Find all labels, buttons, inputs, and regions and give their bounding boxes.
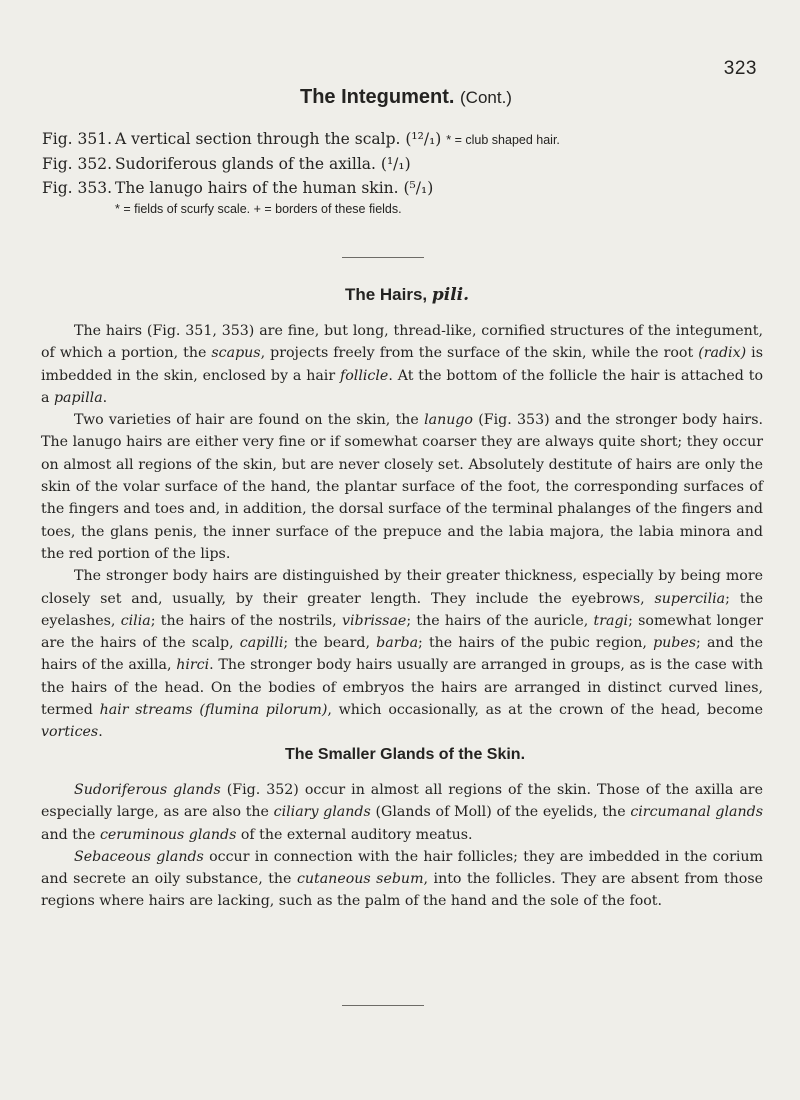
text-run: is imbedded in the skin, enclosed by a hair (41, 345, 763, 384)
caption-fig-352 (42, 152, 762, 176)
text-run: . At the bottom of the follicle the hair is attached to a (41, 367, 763, 406)
term-barba: barba (376, 635, 419, 652)
section-heading-glands: The Smaller Glands of the Skin. (284, 746, 526, 763)
text-run: , which occasionally, as at the crown of the head, become (327, 702, 763, 719)
text-run: ; somewhat longer are the hairs of the scalp, (41, 612, 764, 652)
text-run: ; the beard, (283, 635, 377, 652)
term-circumanal-glands: circumanal glands (630, 804, 763, 821)
term-cilia: cilia (120, 612, 151, 629)
page-number: 323 (723, 58, 757, 79)
caption-note: * = club shaped hair. (446, 133, 560, 147)
caption-fig-353 (42, 176, 762, 200)
text-run: ; the hairs of the pubic region, (418, 635, 654, 652)
term-hirci: hirci (176, 657, 210, 674)
term-pubes: pubes (653, 635, 697, 652)
caption-fig-label: Fig. 351. (42, 130, 112, 148)
page-title-cont: (Cont.) (460, 88, 512, 107)
term-ciliary-glands: ciliary glands (273, 804, 371, 821)
text-run: . (102, 389, 108, 406)
text-run: . (98, 724, 103, 741)
text-run: , into the follicles. They are absent from those regions where hairs are lacking, such as the palm of the hand and the sole of the foot. (41, 871, 764, 910)
text-run: of the external auditory meatus. (236, 826, 473, 843)
paragraph (41, 320, 763, 409)
section-heading-hairs (0, 285, 800, 305)
text-run: , projects freely from the surface of the skin, while the root (260, 345, 699, 362)
term-radix: (radix) (698, 345, 747, 362)
text-run: (Glands of Moll) of the eyelids, the (370, 804, 631, 821)
text-run: The stronger body hairs are distinguished by their greater thickness, especially by being more closely set and, usually, by their greater length. They include the eyebrows, (41, 568, 763, 607)
term-cutaneous-sebum: cutaneous sebum (296, 871, 424, 888)
hairs-section-text (41, 320, 763, 744)
caption-fig-label: Fig. 352. (42, 155, 112, 173)
term-sebaceous-glands: Sebaceous glands (74, 848, 204, 865)
paragraph (41, 409, 763, 565)
page-title (0, 86, 800, 109)
term-scapus: scapus (211, 345, 261, 362)
paragraph (41, 846, 763, 913)
term-sudoriferous-glands: Sudoriferous glands (74, 782, 221, 798)
section-divider (342, 257, 424, 258)
caption-fig-351 (42, 127, 762, 152)
paragraph (41, 779, 763, 846)
text-run: ; the hairs of the nostrils, (150, 612, 342, 629)
term-follicle: follicle (340, 367, 389, 384)
page-title-text: The Integument. (300, 86, 455, 108)
caption-fig-label: Fig. 353. (42, 179, 112, 197)
term-capilli: capilli (239, 635, 284, 652)
term-hair-streams: hair streams (flumina pilorum) (99, 702, 328, 719)
text-run: Two varieties of hair are found on the skin, the (74, 412, 425, 429)
text-run: (Fig. 353) and the stronger body hairs. The lanugo hairs are either very fine or if somewhat coarser they are always quite short; they occur on almost all regions of the skin, but are never closely set. Absolutely destitute of hairs are only the skin of the volar surface of the hand, the plantar surface of the foot, the corresponding surfaces of the fingers and toes and, in addition, the dorsal surface of the terminal phalanges of the fingers and toes, the glans penis, the inner surface of the prepuce and the labia majora, the labia minora and the red portion of the lips. (41, 412, 763, 562)
text-run: ; and the hairs of the axilla, (41, 635, 764, 674)
end-divider (342, 1005, 424, 1006)
text-run: The hairs (Fig. 351, 353) are fine, but long, thread-like, cornified structures of the integument, of which a portion, the (41, 323, 763, 362)
term-ceruminous-glands: ceruminous glands (99, 826, 237, 843)
paragraph (41, 565, 763, 743)
term-vortices: vortices (41, 724, 99, 741)
text-run: (Fig. 352) occur in almost all regions of the skin. Those of the axilla are especially large, as are also the (41, 782, 763, 821)
caption-text: A vertical section through the scalp. (¹²/₁) (115, 130, 442, 148)
text-run: occur in connection with the hair follicles; they are imbedded in the corium and secrete an oily substance, the (41, 848, 763, 888)
term-tragi: tragi (593, 612, 629, 629)
term-papilla: papilla (53, 389, 103, 406)
text-run: ; the eyelashes, (41, 590, 763, 629)
glands-section-text (41, 779, 763, 913)
term-supercilia: supercilia (654, 590, 726, 607)
caption-text: Sudoriferous glands of the axilla. (¹/₁) (115, 155, 411, 173)
term-lanugo: lanugo (424, 412, 473, 429)
caption-text: The lanugo hairs of the human skin. (⁵/₁) (115, 179, 434, 197)
caption-fig-353-note: * = fields of scurfy scale. + = borders of these fields. (115, 202, 402, 216)
figure-captions (42, 127, 762, 218)
section-heading-latin: pili. (431, 285, 470, 305)
text-run: . The stronger body hairs usually are arranged in groups, as is the case with the hairs of the head. On the bodies of embryos the hairs are arranged in distinct curved lines, termed (41, 657, 763, 719)
text-run: and the (41, 826, 100, 843)
section-heading-text: The Hairs, (344, 285, 428, 304)
term-vibrissae: vibrissae (341, 612, 407, 629)
text-run: ; the hairs of the auricle, (406, 612, 594, 629)
